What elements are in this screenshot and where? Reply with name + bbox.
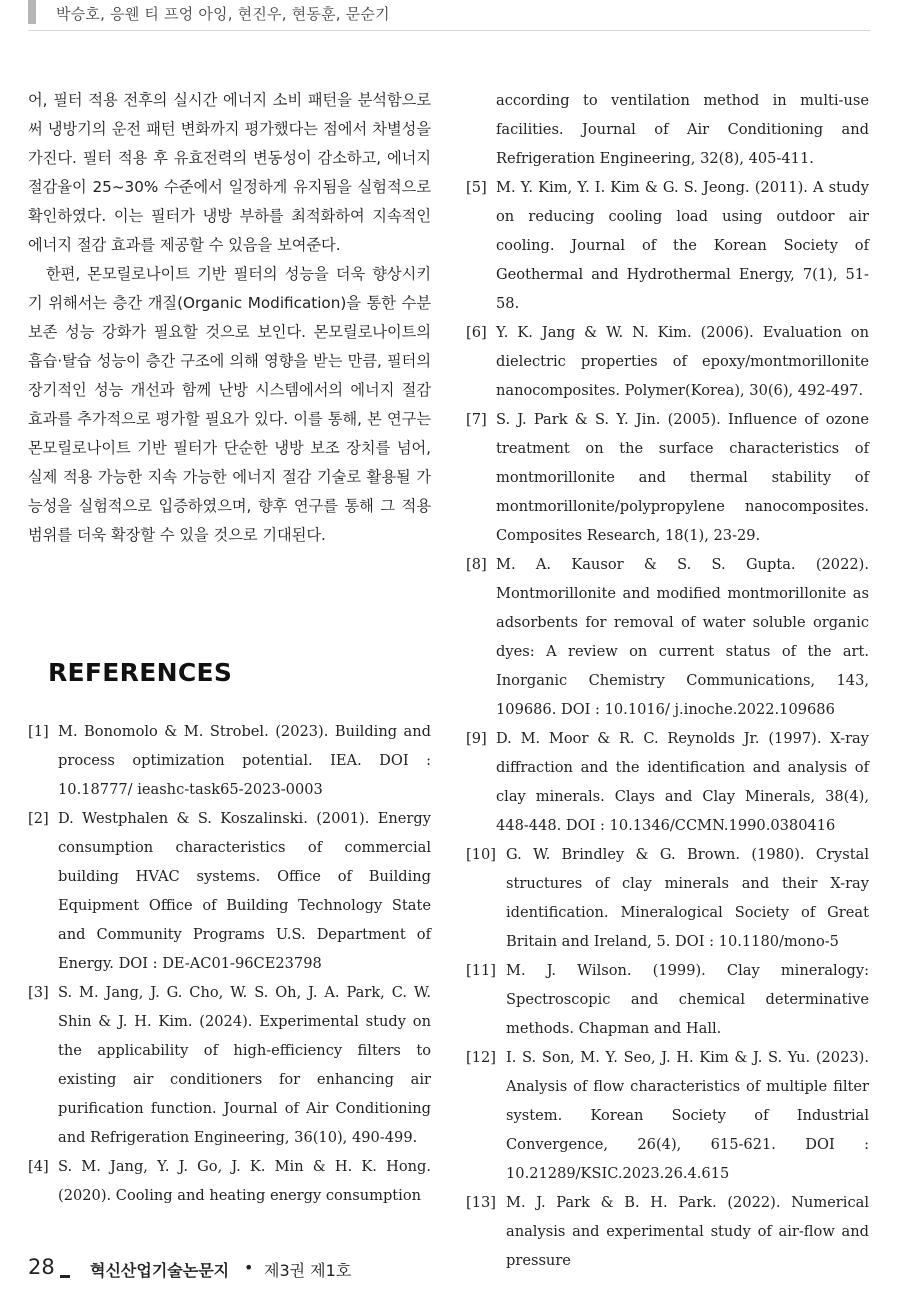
body-text [28,86,431,550]
reference-item [466,318,869,405]
reference-text: S. M. Jang, Y. J. Go, J. K. Min & H. K. Hong. (2020). Cooling and heating energy consumption [58,1158,431,1204]
reference-item [28,717,431,804]
reference-number: [2] [28,810,49,827]
reference-number: [6] [466,324,487,341]
header-authors: 박승호, 응웬 티 프엉 아잉, 현진우, 현동훈, 문순기 [56,5,390,23]
references-title: REFERENCES [48,658,233,687]
header-accent-bar [28,0,36,24]
running-header [28,0,870,31]
reference-number: [12] [466,1049,496,1066]
reference-continuation [466,86,869,173]
reference-number: [9] [466,730,487,747]
reference-item [28,978,431,1152]
reference-item [28,1152,431,1210]
reference-item [466,1188,869,1275]
reference-item [466,956,869,1043]
reference-text: M. J. Park & B. H. Park. (2022). Numerical analysis and experimental study of air-flow and pressure [506,1194,869,1269]
journal-volume: 제3권 제1호 [264,1261,352,1280]
reference-text: M. A. Kausor & S. S. Gupta. (2022). Montmorillonite and modified montmorillonite as adsorbents for removal of water soluble organic dyes: A review on current status of the art. Inorganic Chemistry Communications, 143, 109686. DOI : 10.1016/ j.inoche.2022.109686 [496,556,869,718]
reference-number: [3] [28,984,49,1001]
reference-text: M. Bonomolo & M. Strobel. (2023). Building and process optimization potential. IEA. DOI : 10.18777/ ieashc-task65-2023-0003 [58,723,431,798]
reference-item [466,550,869,724]
reference-number: [7] [466,411,487,428]
reference-number: [10] [466,846,496,863]
reference-text: D. Westphalen & S. Koszalinski. (2001). Energy consumption characteristics of commercial building HVAC systems. Office of Building Equipment Office of Building Technology State and Community Programs U.S. Department of Energy. DOI : DE-AC01-96CE23798 [58,810,431,972]
reference-text: D. M. Moor & R. C. Reynolds Jr. (1997). X-ray diffraction and the identification and analysis of clay minerals. Clays and Clay Minerals, 38(4), 448-448. DOI : 10.1346/CCMN.1990.0380416 [496,730,869,834]
reference-text: S. M. Jang, J. G. Cho, W. S. Oh, J. A. Park, C. W. Shin & J. H. Kim. (2024). Experimental study on the applicability of high-efficiency filters to existing air conditioners for enhancing air purification function. Journal of Air Conditioning and Refrigeration Engineering, 36(10), 490-499. [58,984,431,1146]
references-list-left [28,717,431,1210]
reference-text: G. W. Brindley & G. Brown. (1980). Crystal structures of clay minerals and their X-ray identification. Mineralogical Society of Great Britain and Ireland, 5. DOI : 10.1180/mono-5 [506,846,869,950]
reference-number: [5] [466,179,487,196]
reference-number: [8] [466,556,487,573]
reference-number: [1] [28,723,49,740]
reference-number: [4] [28,1158,49,1175]
reference-text: M. J. Wilson. (1999). Clay mineralogy: Spectroscopic and chemical determinative methods. Chapman and Hall. [506,962,869,1037]
reference-text: Y. K. Jang & W. N. Kim. (2006). Evaluation on dielectric properties of epoxy/montmorillonite nanocomposites. Polymer(Korea), 30(6), 492-497. [496,324,869,399]
reference-item [466,724,869,840]
footer-bullet: • [244,1258,254,1277]
reference-text: according to ventilation method in multi-use facilities. Journal of Air Conditioning and Refrigeration Engineering, 32(8), 405-411. [496,92,869,167]
page-number: 28 [28,1255,55,1279]
reference-item [466,173,869,318]
body-paragraph: 한편, 몬모릴로나이트 기반 필터의 성능을 더욱 향상시키기 위해서는 층간 개질(Organic Modification)을 통한 수분 보존 성능 강화가 필요할 것으로 보인다. 몬모릴로나이트의 흡습·탈습 성능이 층간 구조에 의해 영향을 받는 만큼, 필터의 장기적인 성능 개선과 함께 난방 시스템에서의 에너지 절감 효과를 추가적으로 평가할 필요가 있다. 이를 통해, 본 연구는 몬모릴로나이트 기반 필터가 단순한 냉방 보조 장치를 넘어, 실제 적용 가능한 지속 가능한 에너지 절감 기술로 활용될 가능성을 실험적으로 입증하였으며, 향후 연구를 통해 그 적용 범위를 더욱 확장할 수 있을 것으로 기대된다. [28,265,431,544]
reference-number: [11] [466,962,496,979]
reference-text: M. Y. Kim, Y. I. Kim & G. S. Jeong. (2011). A study on reducing cooling load using outdoor air cooling. Journal of the Korean Society of Geothermal and Hydrothermal Energy, 7(1), 51-58. [496,179,869,312]
journal-name: 혁신산업기술논문지 [90,1261,230,1280]
reference-number: [13] [466,1194,496,1211]
reference-item [466,840,869,956]
reference-item [466,405,869,550]
reference-text: I. S. Son, M. Y. Seo, J. H. Kim & J. S. Yu. (2023). Analysis of flow characteristics of multiple filter system. Korean Society of Industrial Convergence, 26(4), 615-621. DOI : 10.21289/KSIC.2023.26.4.615 [506,1049,869,1182]
page-number-underscore [60,1275,70,1278]
reference-item [28,804,431,978]
references-list-right [466,86,869,1275]
reference-item [466,1043,869,1188]
reference-text: S. J. Park & S. Y. Jin. (2005). Influence of ozone treatment on the surface characteristics of montmorillonite and thermal stability of montmorillonite/polypropylene nanocomposites. Composites Research, 18(1), 23-29. [496,411,869,544]
body-paragraph: 어, 필터 적용 전후의 실시간 에너지 소비 패턴을 분석함으로써 냉방기의 운전 패턴 변화까지 평가했다는 점에서 차별성을 가진다. 필터 적용 후 유효전력의 변동성이 감소하고, 에너지 절감율이 25~30% 수준에서 일정하게 유지됨을 실험적으로 확인하였다. 이는 필터가 냉방 부하를 최적화하여 지속적인 에너지 절감 효과를 제공할 수 있음을 보여준다. [28,91,431,254]
